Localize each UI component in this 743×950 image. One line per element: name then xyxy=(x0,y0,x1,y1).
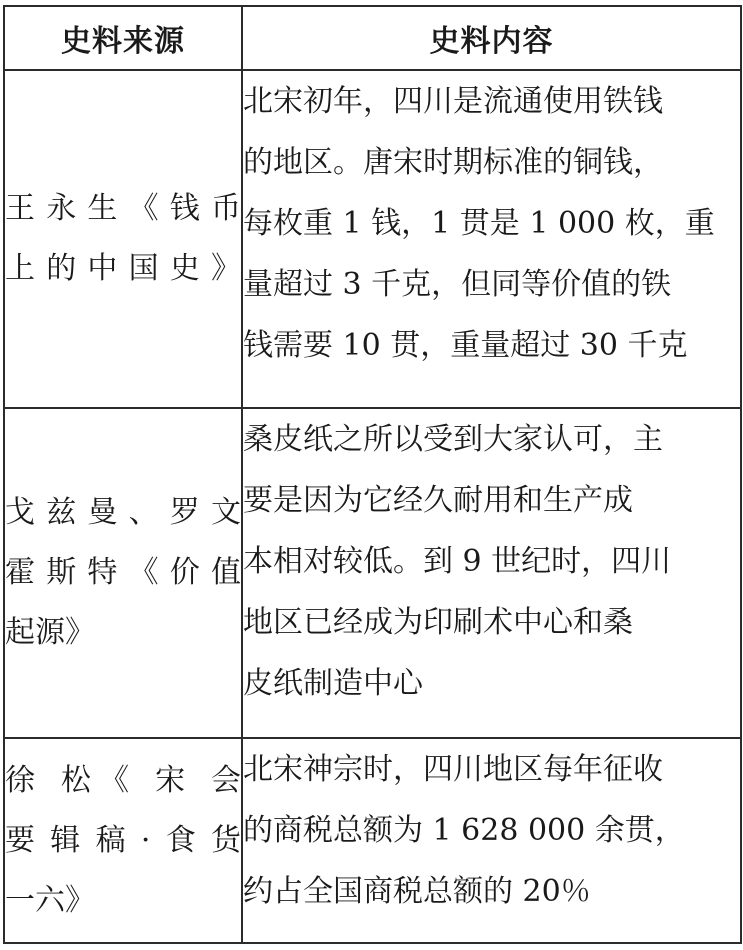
source-line: 戈兹曼、罗文 xyxy=(5,495,241,530)
content-line: 钱需要 10 贯，重量超过 30 千克 xyxy=(243,328,688,363)
content-line: 桑皮纸之所以受到大家认可，主 xyxy=(243,422,663,457)
table-row xyxy=(4,70,741,408)
content-cell xyxy=(242,738,741,943)
content-cell xyxy=(242,70,741,408)
content-line: 北宋初年，四川是流通使用铁钱 xyxy=(243,84,663,119)
historical-sources-table xyxy=(3,5,742,944)
content-line: 皮纸制造中心 xyxy=(243,666,423,701)
source-line: 徐 松《 宋 会 xyxy=(5,762,241,798)
source-cell xyxy=(4,738,242,943)
content-line: 量超过 3 千克，但同等价值的铁 xyxy=(243,267,672,302)
source-line: 霍斯特《价值 xyxy=(5,555,241,590)
table-row xyxy=(4,738,741,943)
content-cell xyxy=(242,408,741,738)
content-line: 北宋神宗时，四川地区每年征收 xyxy=(243,752,663,787)
source-cell xyxy=(4,70,242,408)
content-line: 本相对较低。到 9 世纪时，四川 xyxy=(243,544,672,579)
source-line: 王永生《钱币 xyxy=(5,191,241,226)
source-line: 要辑稿·食货 xyxy=(5,822,241,858)
source-line: 一六》 xyxy=(5,882,95,918)
content-line: 的地区。唐宋时期标准的铜钱， xyxy=(243,145,663,180)
content-line: 要是因为它经久耐用和生产成 xyxy=(243,483,633,518)
source-line: 上的中国史》 xyxy=(5,251,241,286)
table-row xyxy=(4,408,741,738)
header-content: 史料内容 xyxy=(242,6,741,70)
content-line: 地区已经成为印刷术中心和桑 xyxy=(243,605,633,640)
content-line: 约占全国商税总额的 20％ xyxy=(243,874,591,909)
source-line: 起源》 xyxy=(5,615,95,650)
table-header-row xyxy=(4,6,741,70)
content-line: 每枚重 1 钱，1 贯是 1 000 枚，重 xyxy=(243,206,715,241)
source-cell xyxy=(4,408,242,738)
header-source: 史料来源 xyxy=(4,6,242,70)
content-line: 的商税总额为 1 628 000 余贯， xyxy=(243,813,685,848)
